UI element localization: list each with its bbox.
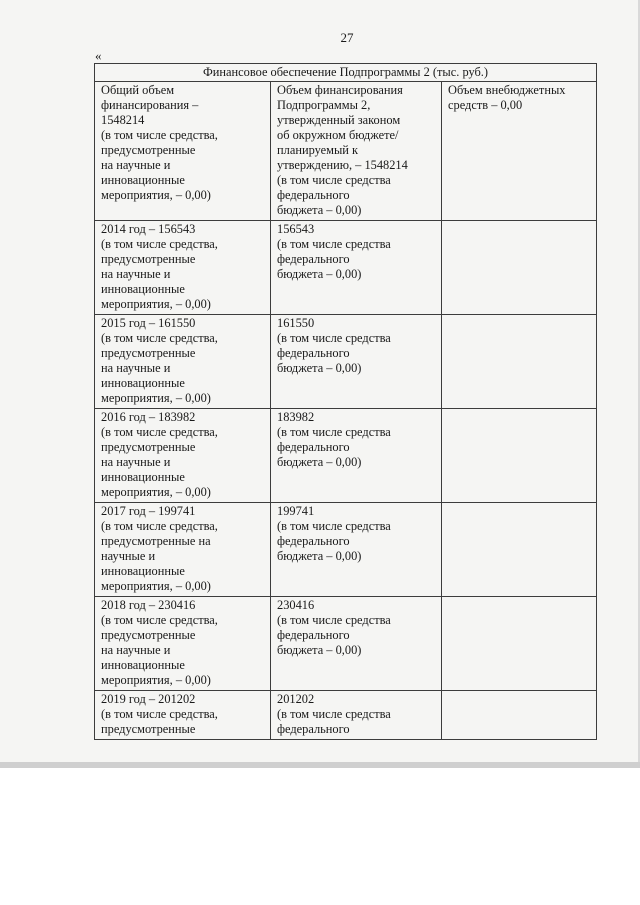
- table-title-row: [95, 64, 597, 82]
- row-year-extrabudgetary: [442, 315, 597, 409]
- table-row: [95, 221, 597, 315]
- row-year-subprogram: 156543 (в том числе средства федерального бюджета – 0,00): [271, 221, 442, 315]
- row-year-total: 2016 год – 183982 (в том числе средства, предусмотренные на научные и инновационные мероприятия, – 0,00): [95, 409, 271, 503]
- table-row: [95, 691, 597, 740]
- table-row: [95, 315, 597, 409]
- row-year-extrabudgetary: [442, 409, 597, 503]
- scan-edge-divider: [0, 762, 640, 768]
- header-total-financing: Общий объем финансирования – 1548214 (в том числе средства, предусмотренные на научные и инновационные мероприятия, – 0,00): [95, 82, 271, 221]
- row-year-subprogram: 230416 (в том числе средства федерального бюджета – 0,00): [271, 597, 442, 691]
- table-row: [95, 409, 597, 503]
- row-year-subprogram: 199741 (в том числе средства федерального бюджета – 0,00): [271, 503, 442, 597]
- table-row: [95, 597, 597, 691]
- row-year-extrabudgetary: [442, 597, 597, 691]
- row-year-subprogram: 183982 (в том числе средства федерального бюджета – 0,00): [271, 409, 442, 503]
- row-year-extrabudgetary: [442, 503, 597, 597]
- table-title: Финансовое обеспечение Подпрограммы 2 (тыс. руб.): [95, 64, 597, 82]
- header-subprogram-financing: Объем финансирования Подпрограммы 2, утвержденный законом об окружном бюджете/ планируемый к утверждению, – 1548214 (в том числе средства федерального бюджета – 0,00): [271, 82, 442, 221]
- header-extrabudgetary-funds: Объем внебюджетных средств – 0,00: [442, 82, 597, 221]
- financing-table: [94, 63, 597, 740]
- row-year-total: 2015 год – 161550 (в том числе средства, предусмотренные на научные и инновационные мероприятия, – 0,00): [95, 315, 271, 409]
- table-row: [95, 503, 597, 597]
- row-year-total: 2017 год – 199741 (в том числе средства, предусмотренные на научные и инновационные мероприятия, – 0,00): [95, 503, 271, 597]
- row-year-total: 2018 год – 230416 (в том числе средства, предусмотренные на научные и инновационные мероприятия, – 0,00): [95, 597, 271, 691]
- table-header-row: [95, 82, 597, 221]
- row-year-extrabudgetary: [442, 691, 597, 740]
- opening-quote-mark: «: [95, 48, 102, 63]
- row-year-total: 2019 год – 201202 (в том числе средства, предусмотренные: [95, 691, 271, 740]
- row-year-subprogram: 161550 (в том числе средства федерального бюджета – 0,00): [271, 315, 442, 409]
- row-year-extrabudgetary: [442, 221, 597, 315]
- row-year-subprogram: 201202 (в том числе средства федерального: [271, 691, 442, 740]
- row-year-total: 2014 год – 156543 (в том числе средства, предусмотренные на научные и инновационные мероприятия, – 0,00): [95, 221, 271, 315]
- page-number: 27: [340, 30, 354, 45]
